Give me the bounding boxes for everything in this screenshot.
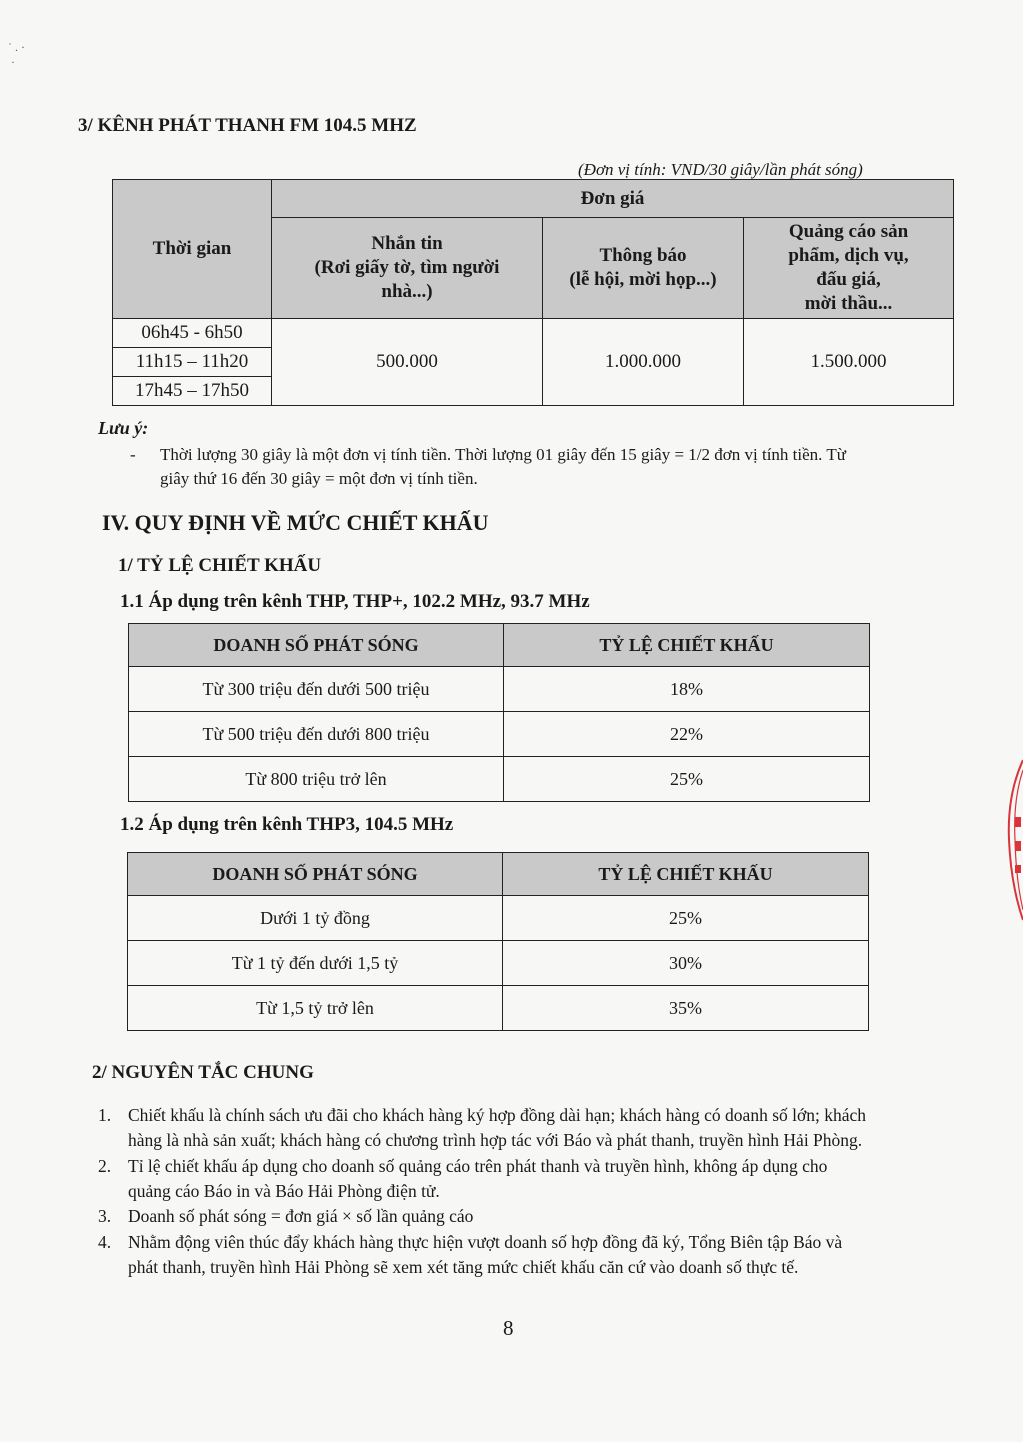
fm-price-table: [112, 179, 954, 406]
sub-col-announcement: Thông báo (lễ hội, mời họp...): [543, 218, 744, 319]
scan-artifact: ˙ . · ·: [8, 40, 25, 69]
price-message: 500.000: [272, 319, 543, 406]
page-number: 8: [503, 1316, 514, 1340]
col-price-header: Đơn giá: [272, 180, 954, 218]
red-stamp-fragment: [1003, 755, 1023, 925]
table-row: [128, 941, 869, 986]
header-revenue: DOANH SỐ PHÁT SÓNG: [129, 624, 504, 667]
rate-cell: 22%: [504, 712, 870, 757]
header-rate: TỶ LỆ CHIẾT KHẤU: [504, 624, 870, 667]
section3-title: 3/ KÊNH PHÁT THANH FM 104.5 MHZ: [78, 115, 417, 136]
header-rate: TỶ LỆ CHIẾT KHẤU: [503, 853, 869, 896]
sub-col-product-ads: Quảng cáo sản phẩm, dịch vụ, đấu giá, mời thầu...: [744, 218, 954, 319]
note-text: Thời lượng 30 giây là một đơn vị tính tiền. Thời lượng 01 giây đến 15 giây = 1/2 đơn vị tính tiền. Từ giây thứ 16 đến 30 giây = một đơn vị tính tiền.: [160, 445, 846, 488]
revenue-cell: Từ 1,5 tỷ trở lên: [128, 986, 503, 1031]
price-announcement: 1.000.000: [543, 319, 744, 406]
rate-cell: 25%: [503, 896, 869, 941]
rate-cell: 25%: [504, 757, 870, 802]
col-time-header: Thời gian: [113, 180, 272, 319]
discount-rate-title: 1/ TỶ LỆ CHIẾT KHẤU: [118, 555, 322, 576]
note-dash: -: [130, 445, 136, 464]
table-1-1-title: 1.1 Áp dụng trên kênh THP, THP+, 102.2 MHz, 93.7 MHz: [120, 591, 590, 612]
section4-title: IV. QUY ĐỊNH VỀ MỨC CHIẾT KHẤU: [102, 510, 489, 535]
rate-cell: 35%: [503, 986, 869, 1031]
price-product-ads: 1.500.000: [744, 319, 954, 406]
revenue-cell: Dưới 1 tỷ đồng: [128, 896, 503, 941]
revenue-cell: Từ 1 tỷ đến dưới 1,5 tỷ: [128, 941, 503, 986]
general-principles-title: 2/ NGUYÊN TẮC CHUNG: [92, 1062, 314, 1083]
rate-cell: 18%: [504, 667, 870, 712]
table-row: [128, 896, 869, 941]
time-slot: 11h15 – 11h20: [113, 348, 272, 377]
table-row: [129, 712, 870, 757]
table-row: [128, 986, 869, 1031]
table-1-2-title: 1.2 Áp dụng trên kênh THP3, 104.5 MHz: [120, 814, 454, 835]
header-revenue: DOANH SỐ PHÁT SÓNG: [128, 853, 503, 896]
discount-table-1-1: [128, 623, 870, 802]
unit-note: (Đơn vị tính: VND/30 giây/lần phát sóng): [578, 160, 863, 179]
sub-col-message: Nhắn tin (Rơi giấy tờ, tìm người nhà...): [272, 218, 543, 319]
time-slot: 17h45 – 17h50: [113, 377, 272, 406]
revenue-cell: Từ 500 triệu đến dưới 800 triệu: [129, 712, 504, 757]
table-row: [129, 667, 870, 712]
rate-cell: 30%: [503, 941, 869, 986]
table-row: [129, 757, 870, 802]
discount-table-1-2: [127, 852, 869, 1031]
time-slot: 06h45 - 6h50: [113, 319, 272, 348]
revenue-cell: Từ 300 triệu đến dưới 500 triệu: [129, 667, 504, 712]
revenue-cell: Từ 800 triệu trở lên: [129, 757, 504, 802]
note-label: Lưu ý:: [98, 418, 149, 438]
